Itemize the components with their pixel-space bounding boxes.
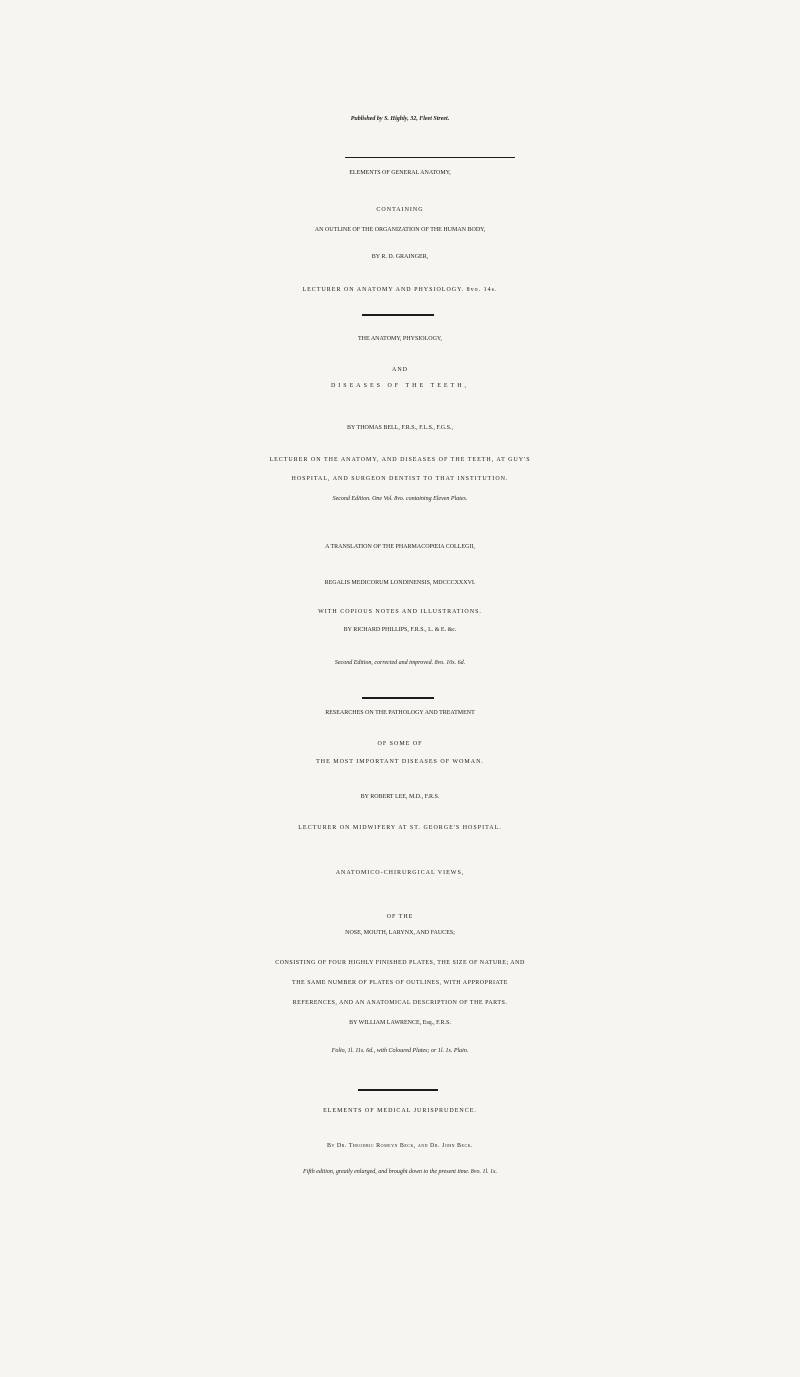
entry-6-title: ELEMENTS OF MEDICAL JURISPRUDENCE. xyxy=(323,1108,477,1114)
entry-1-author: BY R. D. GRAINGER, xyxy=(371,254,429,260)
entry-5-desc-3: REFERENCES, AND AN ANATOMICAL DESCRIPTION OF THE PARTS. xyxy=(292,1000,508,1006)
divider-1 xyxy=(362,314,434,316)
divider-2 xyxy=(362,697,434,699)
entry-5-title: ANATOMICO-CHIRURGICAL VIEWS, xyxy=(335,870,465,876)
publisher-header: Published by S. Highly, 32, Fleet Street. xyxy=(350,116,450,122)
entry-1-subtitle: AN OUTLINE OF THE ORGANIZATION OF THE HUMAN BODY, xyxy=(314,227,486,233)
entry-3-title: A TRANSLATION OF THE PHARMACOPŒIA COLLEGII, xyxy=(325,544,475,550)
entry-1-credentials: LECTURER ON ANATOMY AND PHYSIOLOGY. 8vo. 14s. xyxy=(302,287,498,293)
entry-5-author: BY WILLIAM LAWRENCE, Esq., F.R.S. xyxy=(349,1020,451,1026)
entry-2-credentials-1: LECTURER ON THE ANATOMY, AND DISEASES OF THE TEETH, AT GUY'S xyxy=(269,457,531,463)
entry-6-edition: Fifth edition, greatly enlarged, and brought down to the present time. 8vo. 1l. 1s. xyxy=(303,1169,497,1175)
entry-5-price: Folio, 1l. 11s. 6d., with Coloured Plates; or 1l. 1s. Plain. xyxy=(331,1048,469,1054)
entry-2-edition: Second Edition. One Vol. 8vo. containing Eleven Plates. xyxy=(332,496,468,502)
entry-3-subtitle: REGALIS MEDICORUM LONDINENSIS, MDCCCXXXVI. xyxy=(324,580,476,586)
entry-2-title-main: DISEASES OF THE TEETH, xyxy=(330,383,470,389)
entry-2-and: AND xyxy=(392,367,408,373)
entry-2-credentials-2: HOSPITAL, AND SURGEON DENTIST TO THAT INSTITUTION. xyxy=(291,476,509,482)
entry-5-subtitle: NOSE, MOUTH, LARYNX, AND FAUCES; xyxy=(345,930,455,936)
entry-3-notes: WITH COPIOUS NOTES AND ILLUSTRATIONS. xyxy=(318,609,482,615)
header-rule xyxy=(345,157,515,158)
entry-3-author: BY RICHARD PHILLIPS, F.R.S., L. & E. &c. xyxy=(343,627,457,633)
entry-5-desc-2: THE SAME NUMBER OF PLATES OF OUTLINES, WITH APPROPRIATE xyxy=(292,980,508,986)
entry-4-credentials: LECTURER ON MIDWIFERY AT ST. GEORGE'S HOSPITAL. xyxy=(298,825,502,831)
entry-5-of-the: OF THE xyxy=(386,914,414,920)
entry-4-title-main: THE MOST IMPORTANT DISEASES OF WOMAN. xyxy=(316,759,484,765)
entry-2-author: BY THOMAS BELL, F.R.S., F.L.S., F.G.S., xyxy=(347,425,453,431)
entry-3-edition: Second Edition, corrected and improved. 8vo. 10s. 6d. xyxy=(334,660,466,666)
entry-1-title: ELEMENTS OF GENERAL ANATOMY, xyxy=(349,170,451,176)
entry-4-of-some-of: OF SOME OF xyxy=(377,741,423,747)
entry-4-title-top: RESEARCHES ON THE PATHOLOGY AND TREATMENT xyxy=(325,710,475,716)
divider-3 xyxy=(358,1089,438,1091)
entry-5-desc-1: CONSISTING OF FOUR HIGHLY FINISHED PLATES, THE SIZE OF NATURE; AND xyxy=(275,960,525,966)
entry-1-containing: CONTAINING xyxy=(376,207,424,213)
entry-2-title-top: THE ANATOMY, PHYSIOLOGY, xyxy=(357,336,442,342)
entry-4-author: BY ROBERT LEE, M.D., F.R.S. xyxy=(360,794,440,800)
entry-6-author: By Dr. Theodric Romeyn Beck, and Dr. John Beck. xyxy=(326,1143,474,1149)
